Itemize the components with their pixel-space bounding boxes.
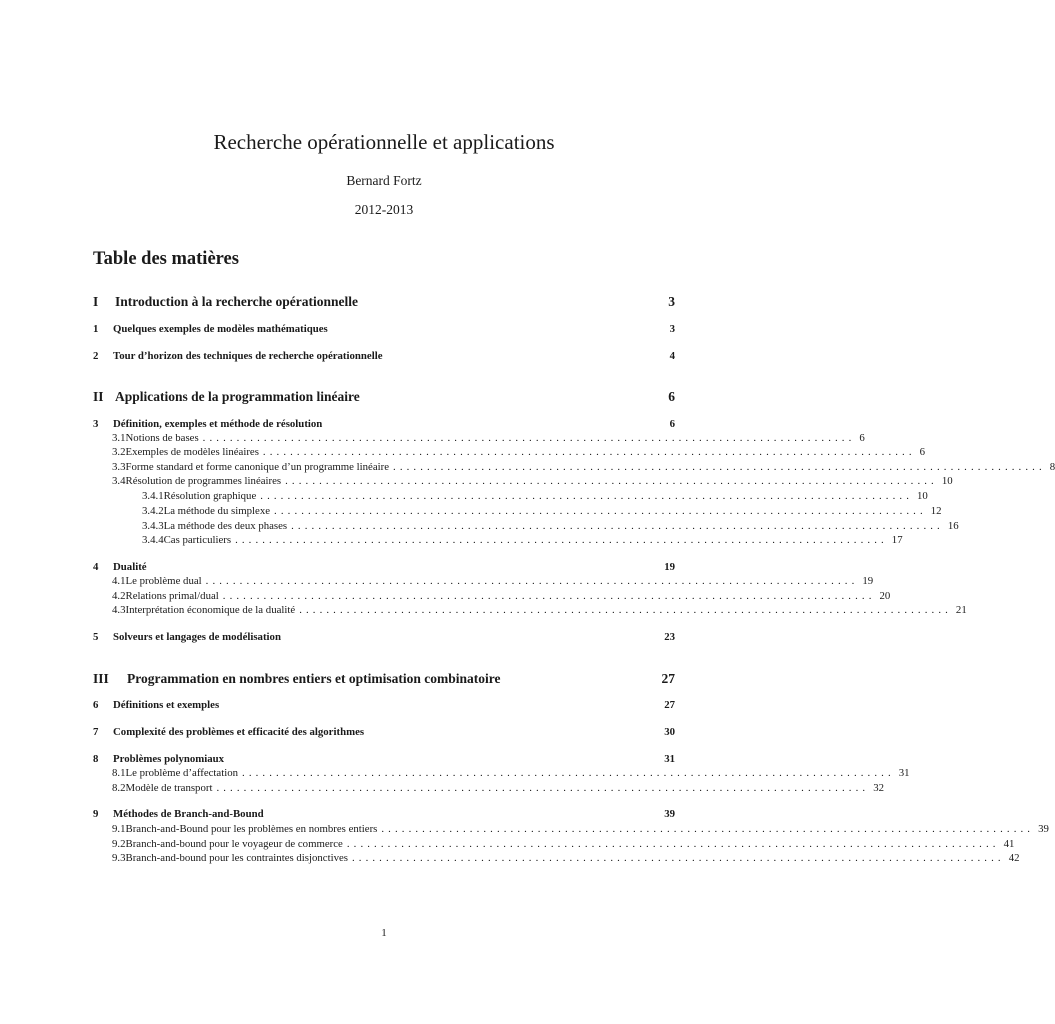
dot-leader: ................................................................................................: [222, 590, 876, 602]
toc-label: Le problème d’affectation: [125, 767, 239, 779]
dot-leader: ................................................................................................: [285, 475, 938, 487]
toc-page: 16: [947, 520, 959, 532]
toc-label: Méthodes de Branch-and-Bound: [113, 808, 264, 820]
dot-leader: ................................................................................................: [381, 823, 1035, 835]
toc-page: 42: [1008, 852, 1020, 864]
toc-subsection[interactable]: [93, 505, 942, 521]
toc-page: 6: [668, 389, 675, 404]
toc-page: 23: [664, 631, 675, 643]
toc-number: 9: [93, 808, 99, 820]
toc-page: 31: [664, 753, 675, 765]
toc-number: 9.1: [112, 823, 126, 835]
toc-chapter[interactable]: [93, 726, 675, 742]
toc-number: II: [93, 389, 104, 404]
toc-label: Branch-and-bound pour les contraintes disjonctives: [125, 852, 348, 864]
toc-number: 6: [93, 699, 99, 711]
toc-page: 3: [668, 294, 675, 309]
toc-label: Complexité des problèmes et efficacité des algorithmes: [113, 726, 365, 738]
document-title: Recherche opérationnelle et applications: [213, 130, 555, 154]
document-date: 2012-2013: [354, 202, 414, 217]
toc-number: 3.4.2: [142, 505, 164, 517]
page-number: 1: [381, 927, 387, 939]
dot-leader: ................................................................................................: [346, 838, 1000, 850]
toc-section[interactable]: [93, 446, 926, 462]
toc-label: Résolution graphique: [163, 490, 257, 502]
toc-label: Le problème dual: [125, 575, 202, 587]
toc-number: 3.4.1: [142, 490, 164, 502]
toc-section[interactable]: [93, 852, 1020, 868]
toc-chapter[interactable]: [93, 323, 675, 339]
dot-leader: ................................................................................................: [299, 604, 952, 616]
toc-number: 4.2: [112, 590, 126, 602]
toc-number: 8.1: [112, 767, 126, 779]
toc-section[interactable]: [93, 767, 910, 783]
toc-number: 3.3: [112, 461, 126, 473]
toc-page: 8: [1049, 461, 1055, 473]
toc-page: 4: [669, 350, 675, 362]
toc-page: 3: [669, 323, 675, 335]
toc-number: 8: [93, 753, 99, 765]
dot-leader: ................................................................................................: [260, 490, 913, 502]
toc-number: 1: [93, 323, 99, 335]
toc-number: 3.4.4: [142, 534, 164, 546]
toc-page: 10: [917, 490, 928, 502]
toc-number: 4: [93, 561, 99, 573]
toc-part[interactable]: [93, 389, 675, 409]
dot-leader: ................................................................................................: [235, 534, 888, 546]
toc-label: Relations primal/dual: [125, 590, 219, 602]
dot-leader: ................................................................................................: [205, 575, 859, 587]
toc-label: Cas particuliers: [163, 534, 232, 546]
toc-subsection[interactable]: [93, 534, 903, 550]
toc-section[interactable]: [93, 575, 874, 591]
toc-page: 10: [941, 475, 953, 487]
toc-page: 27: [664, 699, 675, 711]
toc-page: 27: [661, 671, 675, 686]
dot-leader: ................................................................................................: [242, 767, 895, 779]
toc-number: 3: [93, 418, 99, 430]
toc-label: Branch-and-Bound pour les problèmes en nombres entiers: [125, 823, 378, 835]
toc-label: Introduction à la recherche opérationnelle: [115, 294, 358, 309]
dot-leader: ................................................................................................: [393, 461, 1046, 473]
toc-page: 12: [930, 505, 942, 517]
toc-label: La méthode du simplexe: [163, 505, 271, 517]
toc-page: 30: [664, 726, 675, 738]
toc-page: 17: [891, 534, 903, 546]
toc-label: Définitions et exemples: [113, 699, 220, 711]
toc-label: Applications de la programmation linéaire: [115, 389, 360, 404]
document-author: Bernard Fortz: [346, 173, 422, 188]
toc-number: 3.4.3: [142, 520, 164, 532]
toc-label: Exemples de modèles linéaires: [125, 446, 259, 458]
toc-label: Définition, exemples et méthode de résolution: [113, 418, 323, 430]
toc-page: 39: [1038, 823, 1049, 835]
toc-number: I: [93, 294, 99, 309]
toc-page: 41: [1003, 838, 1015, 850]
toc-number: 7: [93, 726, 99, 738]
toc-chapter[interactable]: [93, 350, 675, 366]
toc-page: 6: [669, 418, 675, 430]
toc-page: 6: [919, 446, 926, 458]
toc-section[interactable]: [93, 782, 884, 798]
toc-heading: Table des matières: [93, 249, 239, 269]
toc-page: 31: [898, 767, 910, 779]
toc-page: 39: [664, 808, 675, 820]
toc-page: 19: [664, 561, 675, 573]
toc-section[interactable]: [93, 475, 953, 491]
toc-number: 3.2: [112, 446, 126, 458]
toc-page: 32: [873, 782, 884, 794]
dot-leader: ................................................................................................: [202, 432, 856, 444]
toc-chapter[interactable]: [93, 631, 675, 647]
toc-number: 3.4: [112, 475, 126, 487]
toc-number: 3.1: [112, 432, 126, 444]
toc-number: 4.3: [112, 604, 126, 616]
toc-number: III: [93, 671, 109, 686]
toc-number: 9.2: [112, 838, 126, 850]
toc-page: 20: [879, 590, 891, 602]
dot-leader: ................................................................................................: [291, 520, 944, 532]
toc-label: Branch-and-bound pour le voyageur de commerce: [125, 838, 343, 850]
toc-label: Résolution de programmes linéaires: [125, 475, 282, 487]
dot-leader: ................................................................................................: [216, 782, 870, 794]
toc-label: Solveurs et langages de modélisation: [113, 631, 281, 643]
dot-leader: ................................................................................................: [262, 446, 916, 458]
toc-label: Tour d’horizon des techniques de recherche opérationnelle: [113, 350, 383, 362]
toc-label: Programmation en nombres entiers et optimisation combinatoire: [127, 671, 501, 686]
toc-section[interactable]: [93, 823, 1049, 839]
toc-label: Interprétation économique de la dualité: [125, 604, 296, 616]
toc-part[interactable]: [93, 294, 675, 314]
toc-number: 2: [93, 350, 99, 362]
toc-number: 8.2: [112, 782, 126, 794]
dot-leader: ................................................................................................: [274, 505, 927, 517]
toc-number: 4.1: [112, 575, 126, 587]
toc-label: Forme standard et forme canonique d’un programme linéaire: [125, 461, 390, 473]
toc-label: Quelques exemples de modèles mathématiques: [113, 323, 328, 335]
toc-part[interactable]: [93, 671, 675, 691]
toc-label: Dualité: [113, 561, 147, 573]
toc-number: 5: [93, 631, 99, 643]
toc-chapter[interactable]: [93, 699, 675, 715]
toc-subsection[interactable]: [93, 490, 928, 506]
toc-label: Notions de bases: [125, 432, 199, 444]
toc-number: 9.3: [112, 852, 126, 864]
toc-label: Modèle de transport: [125, 782, 213, 794]
toc-page: 19: [862, 575, 874, 587]
toc-label: Problèmes polynomiaux: [113, 753, 225, 765]
dot-leader: ................................................................................................: [351, 852, 1005, 864]
toc-page: 21: [955, 604, 967, 616]
toc-section[interactable]: [93, 604, 967, 620]
toc-chapter[interactable]: [93, 808, 675, 824]
toc-page: 6: [859, 432, 865, 444]
toc-label: La méthode des deux phases: [163, 520, 288, 532]
